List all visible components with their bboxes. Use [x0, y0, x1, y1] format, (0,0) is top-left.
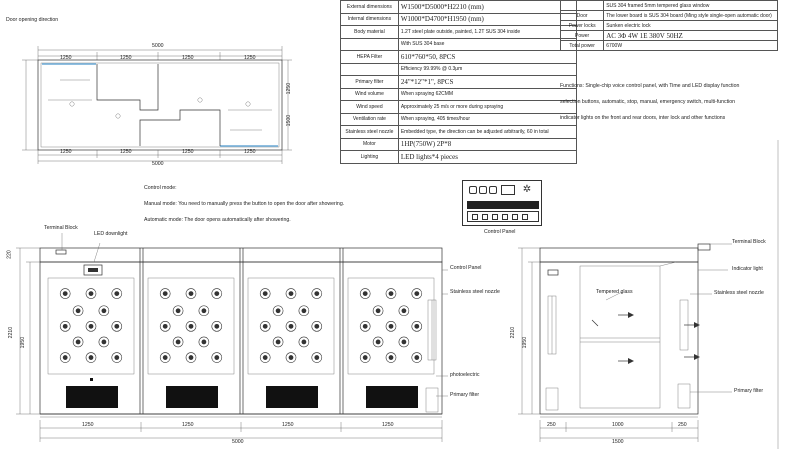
- nozzle-center: [63, 291, 68, 296]
- control-mode-manual: Manual mode: You need to manually press the button to open the door after showering.: [144, 201, 345, 208]
- control-panel-caption: Control Panel: [484, 229, 516, 235]
- spec-row: [341, 101, 577, 114]
- spec2-value: The lower board is SUS 304 board (Ming style single-open automatic door): [604, 11, 778, 21]
- front-dim-total: 5000: [232, 439, 244, 445]
- side-label-primary-filter: Primary filter: [734, 388, 764, 394]
- spec-value: 610*760*50, 8PCS: [398, 51, 576, 64]
- spec-row: [341, 26, 577, 39]
- side-label-tempered-glass: Tempered glass: [596, 289, 633, 295]
- spec-row: [341, 113, 577, 126]
- panel-button: [489, 186, 497, 194]
- plan-dim-bottom-total: 5000: [152, 161, 164, 167]
- front-dim-1: 1250: [82, 422, 94, 428]
- panel-button: [472, 214, 478, 220]
- plan-view: [22, 43, 292, 164]
- spec-value: 1.2T steel plate outside, painted, 1.2T SUS 304 inside: [398, 26, 576, 39]
- spec-key: Stainless steel nozzle: [341, 126, 399, 139]
- plan-dim-side-1: 1250: [286, 82, 293, 95]
- spec-table-door-power: [560, 0, 778, 51]
- spec-key: Motor: [341, 138, 399, 151]
- nozzle-center: [89, 324, 94, 329]
- spec2-key: Total power: [561, 41, 604, 51]
- nozzle-center: [314, 355, 319, 360]
- nozzle-center: [189, 355, 194, 360]
- spec-value: W1500*D5000*H2210 (mm): [398, 1, 576, 14]
- plan-dim-top-4: 1250: [244, 55, 256, 61]
- spec2-value: AC 3Φ 4W 1E 380V 50HZ: [604, 31, 778, 41]
- panel-button: [469, 186, 477, 194]
- plan-dim-bottom-2: 1250: [120, 149, 132, 155]
- nozzle-center: [363, 291, 368, 296]
- panel-button: [482, 214, 488, 220]
- spec-row: [341, 38, 577, 51]
- nozzle-center: [102, 340, 107, 345]
- front-label-photoelectric: photoelectric: [450, 372, 480, 378]
- spec2-key: Power: [561, 31, 604, 41]
- functions-block: [560, 84, 739, 122]
- spec-value: Efficiency 99.99% @ 0.3μm: [398, 63, 576, 76]
- spec-row: [341, 88, 577, 101]
- spec-key: [341, 63, 399, 76]
- side-dim-left-2210: 2210: [510, 326, 517, 339]
- front-dim-left-2210: 2210: [8, 326, 15, 339]
- nozzle-center: [402, 308, 407, 313]
- front-dim-2: 1250: [182, 422, 194, 428]
- nozzle-center: [314, 324, 319, 329]
- side-dim-3: 250: [678, 422, 687, 428]
- nozzle-center: [202, 308, 207, 313]
- spec-row: [341, 1, 577, 14]
- nozzle-center: [314, 291, 319, 296]
- nozzle-center: [289, 324, 294, 329]
- panel-button-row: [467, 211, 539, 222]
- plan-dim-side-2: 1500: [286, 114, 293, 127]
- nozzle-center: [214, 291, 219, 296]
- plan-dim-bottom-4: 1250: [244, 149, 256, 155]
- nozzle-center: [414, 291, 419, 296]
- spec-row: [341, 151, 577, 164]
- spec2-row: [561, 21, 778, 31]
- nozzle-center: [302, 308, 307, 313]
- nozzle-center: [189, 324, 194, 329]
- spec-value: With SUS 304 base: [398, 38, 576, 51]
- nozzle-center: [363, 324, 368, 329]
- nozzle-center: [176, 308, 181, 313]
- control-mode-block: [144, 186, 344, 224]
- nozzle-center: [63, 324, 68, 329]
- spec-value: W1000*D4700*H1950 (mm): [398, 13, 576, 26]
- nozzle-center: [189, 291, 194, 296]
- plan-dim-bottom-3: 1250: [182, 149, 194, 155]
- panel-button: [479, 186, 487, 194]
- nozzle-center: [414, 355, 419, 360]
- nozzle-center: [163, 324, 168, 329]
- plan-dim-top-total: 5000: [152, 43, 164, 49]
- panel-display: [501, 185, 515, 195]
- nozzle-center: [76, 308, 81, 313]
- spec-key: Wind volume: [341, 88, 399, 101]
- spec-row: [341, 138, 577, 151]
- front-dim-3: 1250: [282, 422, 294, 428]
- nozzle-center: [214, 324, 219, 329]
- front-label-led-downlight: LED downlight: [94, 231, 128, 237]
- panel-button: [502, 214, 508, 220]
- nozzle-center: [89, 291, 94, 296]
- plan-dim-top-2: 1250: [120, 55, 132, 61]
- spec-key: Ventilation rate: [341, 113, 399, 126]
- functions-line-1: Functions: Single-chip voice control panel, with Time and LED display function: [560, 83, 740, 89]
- spec2-key: Door: [561, 11, 604, 21]
- spec-row: [341, 51, 577, 64]
- functions-line-2: selection buttons, automatic, stop, manual, emergency switch, multi-function: [560, 99, 736, 106]
- nozzle-group: [60, 289, 422, 363]
- spec-key: External dimensions: [341, 1, 399, 14]
- panel-button: [492, 214, 498, 220]
- spec2-value: 6700W: [604, 41, 778, 51]
- side-dim-2: 1000: [612, 422, 624, 428]
- side-label-indicator-light: Indicator light: [732, 266, 763, 272]
- nozzle-center: [102, 308, 107, 313]
- nozzle-center: [263, 355, 268, 360]
- control-panel-graphic: [462, 180, 542, 226]
- side-label-nozzle: Stainless steel nozzle: [714, 290, 764, 296]
- nozzle-center: [289, 291, 294, 296]
- nozzle-center: [114, 355, 119, 360]
- side-label-terminal-block: Terminal Block: [732, 239, 766, 245]
- nozzle-center: [363, 355, 368, 360]
- spec-value: Approximately 25 m/s or more during spraying: [398, 101, 576, 114]
- nozzle-center: [202, 340, 207, 345]
- nozzle-center: [263, 324, 268, 329]
- nozzle-center: [76, 340, 81, 345]
- spec-key: Body material: [341, 26, 399, 39]
- front-dim-left-220: 220: [6, 250, 13, 259]
- plan-dim-bottom-1: 1250: [60, 149, 72, 155]
- nozzle-center: [114, 291, 119, 296]
- spec2-value: Sunken electric lock: [604, 21, 778, 31]
- nozzle-center: [176, 340, 181, 345]
- spec-value: When spraying, 405 times/hour: [398, 113, 576, 126]
- nozzle-center: [302, 340, 307, 345]
- nozzle-center: [163, 291, 168, 296]
- spec2-row: [561, 11, 778, 21]
- front-label-primary-filter: Primary filter: [450, 392, 480, 398]
- control-mode-automatic: Automatic mode: The door opens automatically after showering.: [144, 217, 291, 224]
- nozzle-center: [89, 355, 94, 360]
- nozzle-center: [289, 355, 294, 360]
- spec-key: Wind speed: [341, 101, 399, 114]
- plan-dim-top-3: 1250: [182, 55, 194, 61]
- control-mode-title: Control mode:: [144, 185, 177, 191]
- spec-row: [341, 76, 577, 89]
- front-dim-4: 1250: [382, 422, 394, 428]
- nozzle-center: [63, 355, 68, 360]
- spec-row: [341, 13, 577, 26]
- nozzle-center: [114, 324, 119, 329]
- spec2-value: SUS 304 framed 5mm tempered glass window: [604, 1, 778, 11]
- nozzle-center: [389, 291, 394, 296]
- nozzle-center: [276, 308, 281, 313]
- nozzle-center: [402, 340, 407, 345]
- spec2-key: Power locks: [561, 21, 604, 31]
- spec2-key: [561, 1, 604, 11]
- spec-value: 1HP(750W) 2P*8: [398, 138, 576, 151]
- nozzle-center: [414, 324, 419, 329]
- spec2-row: [561, 1, 778, 11]
- spec-key: Primary filter: [341, 76, 399, 89]
- panel-strip: [467, 201, 539, 209]
- side-view: [518, 244, 732, 442]
- spec-value: When spraying 62CMM: [398, 88, 576, 101]
- side-dim-1: 250: [547, 422, 556, 428]
- plan-title: Door opening direction: [6, 17, 59, 23]
- spec-key: [341, 38, 399, 51]
- spec-value: Embedded type, the direction can be adjusted arbitrarily, 60 in total: [398, 126, 576, 139]
- nozzle-center: [263, 291, 268, 296]
- functions-line-3: indicator lights on the front and rear doors, inter lock and other functions: [560, 115, 726, 122]
- nozzle-center: [389, 355, 394, 360]
- spec-row: [341, 63, 577, 76]
- spec-value: 24"*12"*1", 8PCS: [398, 76, 576, 89]
- nozzle-center: [214, 355, 219, 360]
- nozzle-center: [163, 355, 168, 360]
- spec2-row: [561, 31, 778, 41]
- panel-speaker-icon: ✲: [522, 184, 532, 195]
- spec2-row: [561, 41, 778, 51]
- spec-key: Internal dimensions: [341, 13, 399, 26]
- side-dim-left-1950: 1950: [522, 336, 529, 349]
- panel-button: [512, 214, 518, 220]
- nozzle-center: [389, 324, 394, 329]
- plan-dim-top-1: 1250: [60, 55, 72, 61]
- nozzle-center: [376, 340, 381, 345]
- nozzle-center: [276, 340, 281, 345]
- spec-key: HEPA Filter: [341, 51, 399, 64]
- panel-button: [522, 214, 528, 220]
- front-label-control-panel: Control Panel: [450, 265, 482, 271]
- spec-row: [341, 126, 577, 139]
- front-dim-left-1950: 1950: [20, 336, 27, 349]
- side-dim-total: 1500: [612, 439, 624, 445]
- front-label-nozzle: Stainless steel nozzle: [450, 289, 500, 295]
- spec-key: Lighting: [341, 151, 399, 164]
- nozzle-center: [376, 308, 381, 313]
- front-label-terminal-block: Terminal Block: [44, 225, 78, 231]
- spec-table: [340, 0, 577, 164]
- spec-value: LED lights*4 pieces: [398, 151, 576, 164]
